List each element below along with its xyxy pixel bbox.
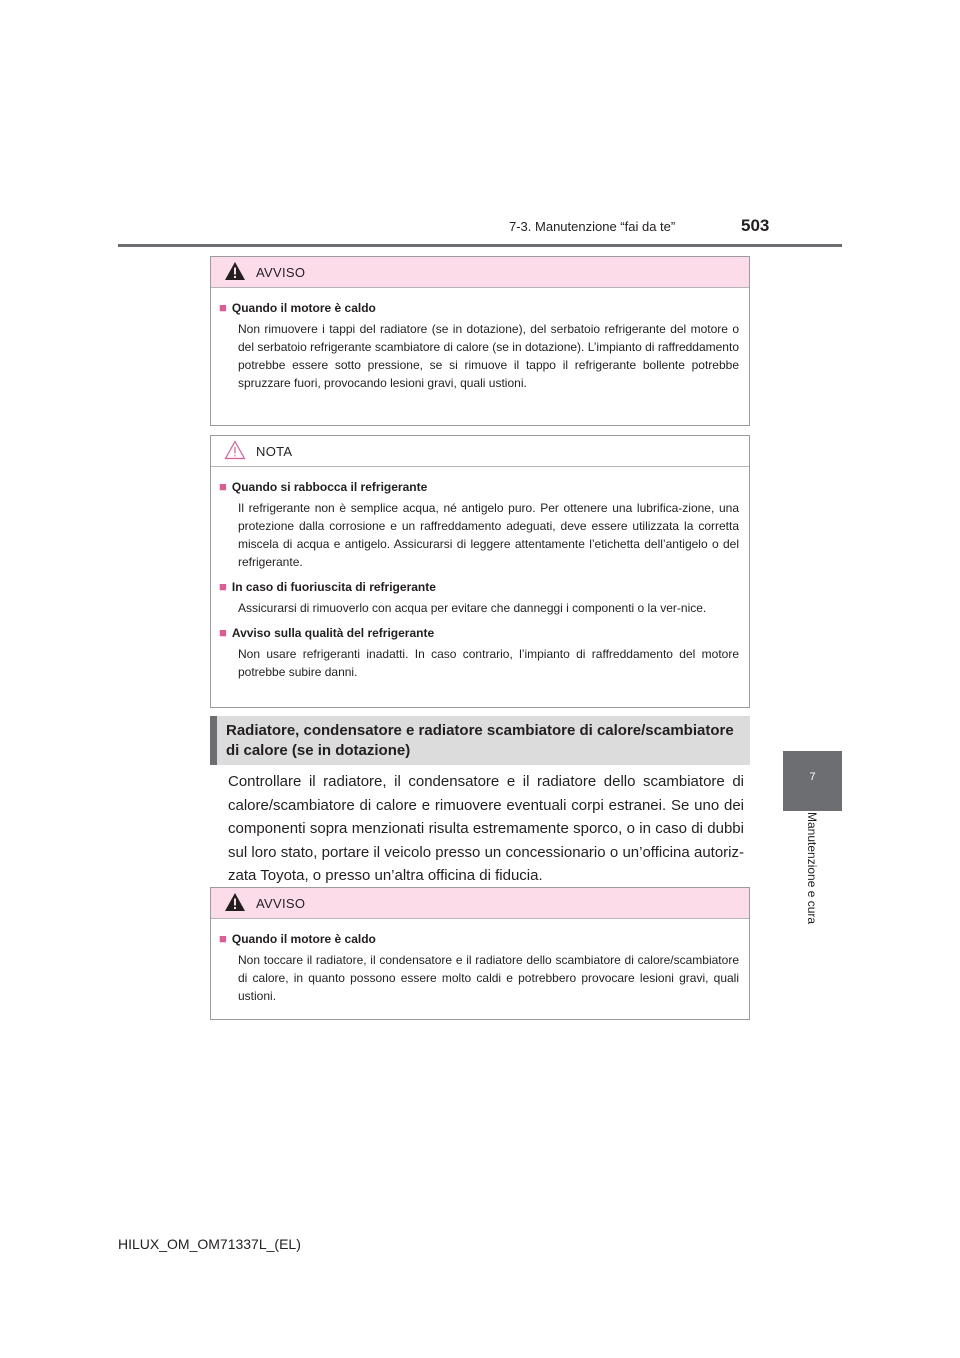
warning-box-title: AVVISO bbox=[256, 265, 306, 280]
note-item-title-text: Avviso sulla qualità del refrigerante bbox=[231, 626, 435, 640]
note-item-title bbox=[219, 479, 739, 494]
note-item-title bbox=[219, 625, 739, 640]
chapter-label-wrap bbox=[783, 812, 842, 962]
warning-box-header bbox=[211, 888, 749, 919]
warning-box-2 bbox=[210, 887, 750, 1020]
warning-item bbox=[219, 931, 739, 1005]
page-number: 503 bbox=[741, 216, 770, 235]
caution-triangle-outline-icon bbox=[224, 440, 246, 460]
warning-box-body bbox=[211, 919, 749, 1023]
warning-box-title: AVVISO bbox=[256, 896, 306, 911]
chapter-label: Manutenzione e cura bbox=[805, 812, 819, 925]
note-item-title-text: In caso di fuoriuscita di refrigerante bbox=[231, 580, 436, 594]
warning-box-body bbox=[211, 288, 749, 410]
note-item-text: Assicurarsi di rimuoverlo con acqua per evitare che danneggi i componenti o la ver-nice. bbox=[238, 601, 707, 615]
note-box-title: NOTA bbox=[256, 444, 293, 459]
note-item-title bbox=[219, 579, 739, 594]
warning-item-title-text: Quando il motore è caldo bbox=[231, 301, 376, 315]
warning-item-text: Non toccare il radiatore, il condensatore e il radiatore dello scambiatore di calore/scambiatore di calore, in quanto possono essere molto caldi e potrebbero provocare lesioni gravi, quali ustioni. bbox=[238, 953, 739, 1003]
chapter-tab bbox=[783, 751, 842, 811]
footer-document-code: HILUX_OM_OM71337L_(EL) bbox=[118, 1236, 301, 1252]
square-bullet-icon: ■ bbox=[219, 625, 227, 640]
warning-item-text: Non rimuovere i tappi del radiatore (se in dotazione), del serbatoio refrigerante del motore o del serbatoio refrigerante scambiatore di calore (se in dotazione). L’impianto di raffreddamento potrebbe essere sotto pressione, se si rimuove il tappo il refrigerante bollente potrebbe spruzzare fuori, provocando lesioni gravi, quali ustioni. bbox=[238, 322, 739, 390]
warning-item-title bbox=[219, 300, 739, 315]
warning-box-header bbox=[211, 257, 749, 288]
header-rule bbox=[118, 244, 842, 247]
note-item bbox=[219, 479, 739, 571]
note-item-title-text: Quando si rabbocca il refrigerante bbox=[231, 480, 428, 494]
square-bullet-icon: ■ bbox=[219, 579, 227, 594]
warning-item-title bbox=[219, 931, 739, 946]
section-heading: Radiatore, condensatore e radiatore scambiatore di calore/scambiatore di calore (se in dotazione) bbox=[210, 716, 750, 765]
note-item-text: Il refrigerante non è semplice acqua, né antigelo puro. Per ottenere una lubrifica-zione, una protezione dalla corrosione e un raffreddamento adeguati, deve essere utilizzata la corretta miscela di acqua e antigelo. Assicurarsi di leggere attentamente l’etichetta dell’antigelo o del refrigerante. bbox=[238, 501, 739, 569]
warning-box-1 bbox=[210, 256, 750, 426]
warning-triangle-icon bbox=[224, 892, 246, 912]
chapter-number: 7 bbox=[809, 771, 816, 783]
note-box bbox=[210, 435, 750, 708]
note-item bbox=[219, 625, 739, 681]
section-body-paragraph: Controllare il radiatore, il condensatore e il radiatore dello scambiatore di calore/scambiatore di calore e rimuovere eventuali corpi estranei. Se uno dei componenti sopra menzionati risulta estremamente sporco, o in caso di dubbi sul loro stato, portare il veicolo presso un concessionario o un’officina autoriz-zata Toyota, o presso un’altra officina di fiducia. bbox=[228, 773, 744, 884]
square-bullet-icon: ■ bbox=[219, 300, 227, 315]
note-box-header bbox=[211, 436, 749, 467]
note-box-body bbox=[211, 467, 749, 699]
square-bullet-icon: ■ bbox=[219, 479, 227, 494]
square-bullet-icon: ■ bbox=[219, 931, 227, 946]
note-item bbox=[219, 579, 739, 617]
warning-item bbox=[219, 300, 739, 392]
warning-triangle-icon bbox=[224, 261, 246, 281]
warning-item-title-text: Quando il motore è caldo bbox=[231, 932, 376, 946]
header-section-title: 7-3. Manutenzione “fai da te” bbox=[509, 219, 676, 234]
note-item-text: Non usare refrigeranti inadatti. In caso contrario, l’impianto di raffreddamento del motore potrebbe subire danni. bbox=[238, 647, 739, 679]
